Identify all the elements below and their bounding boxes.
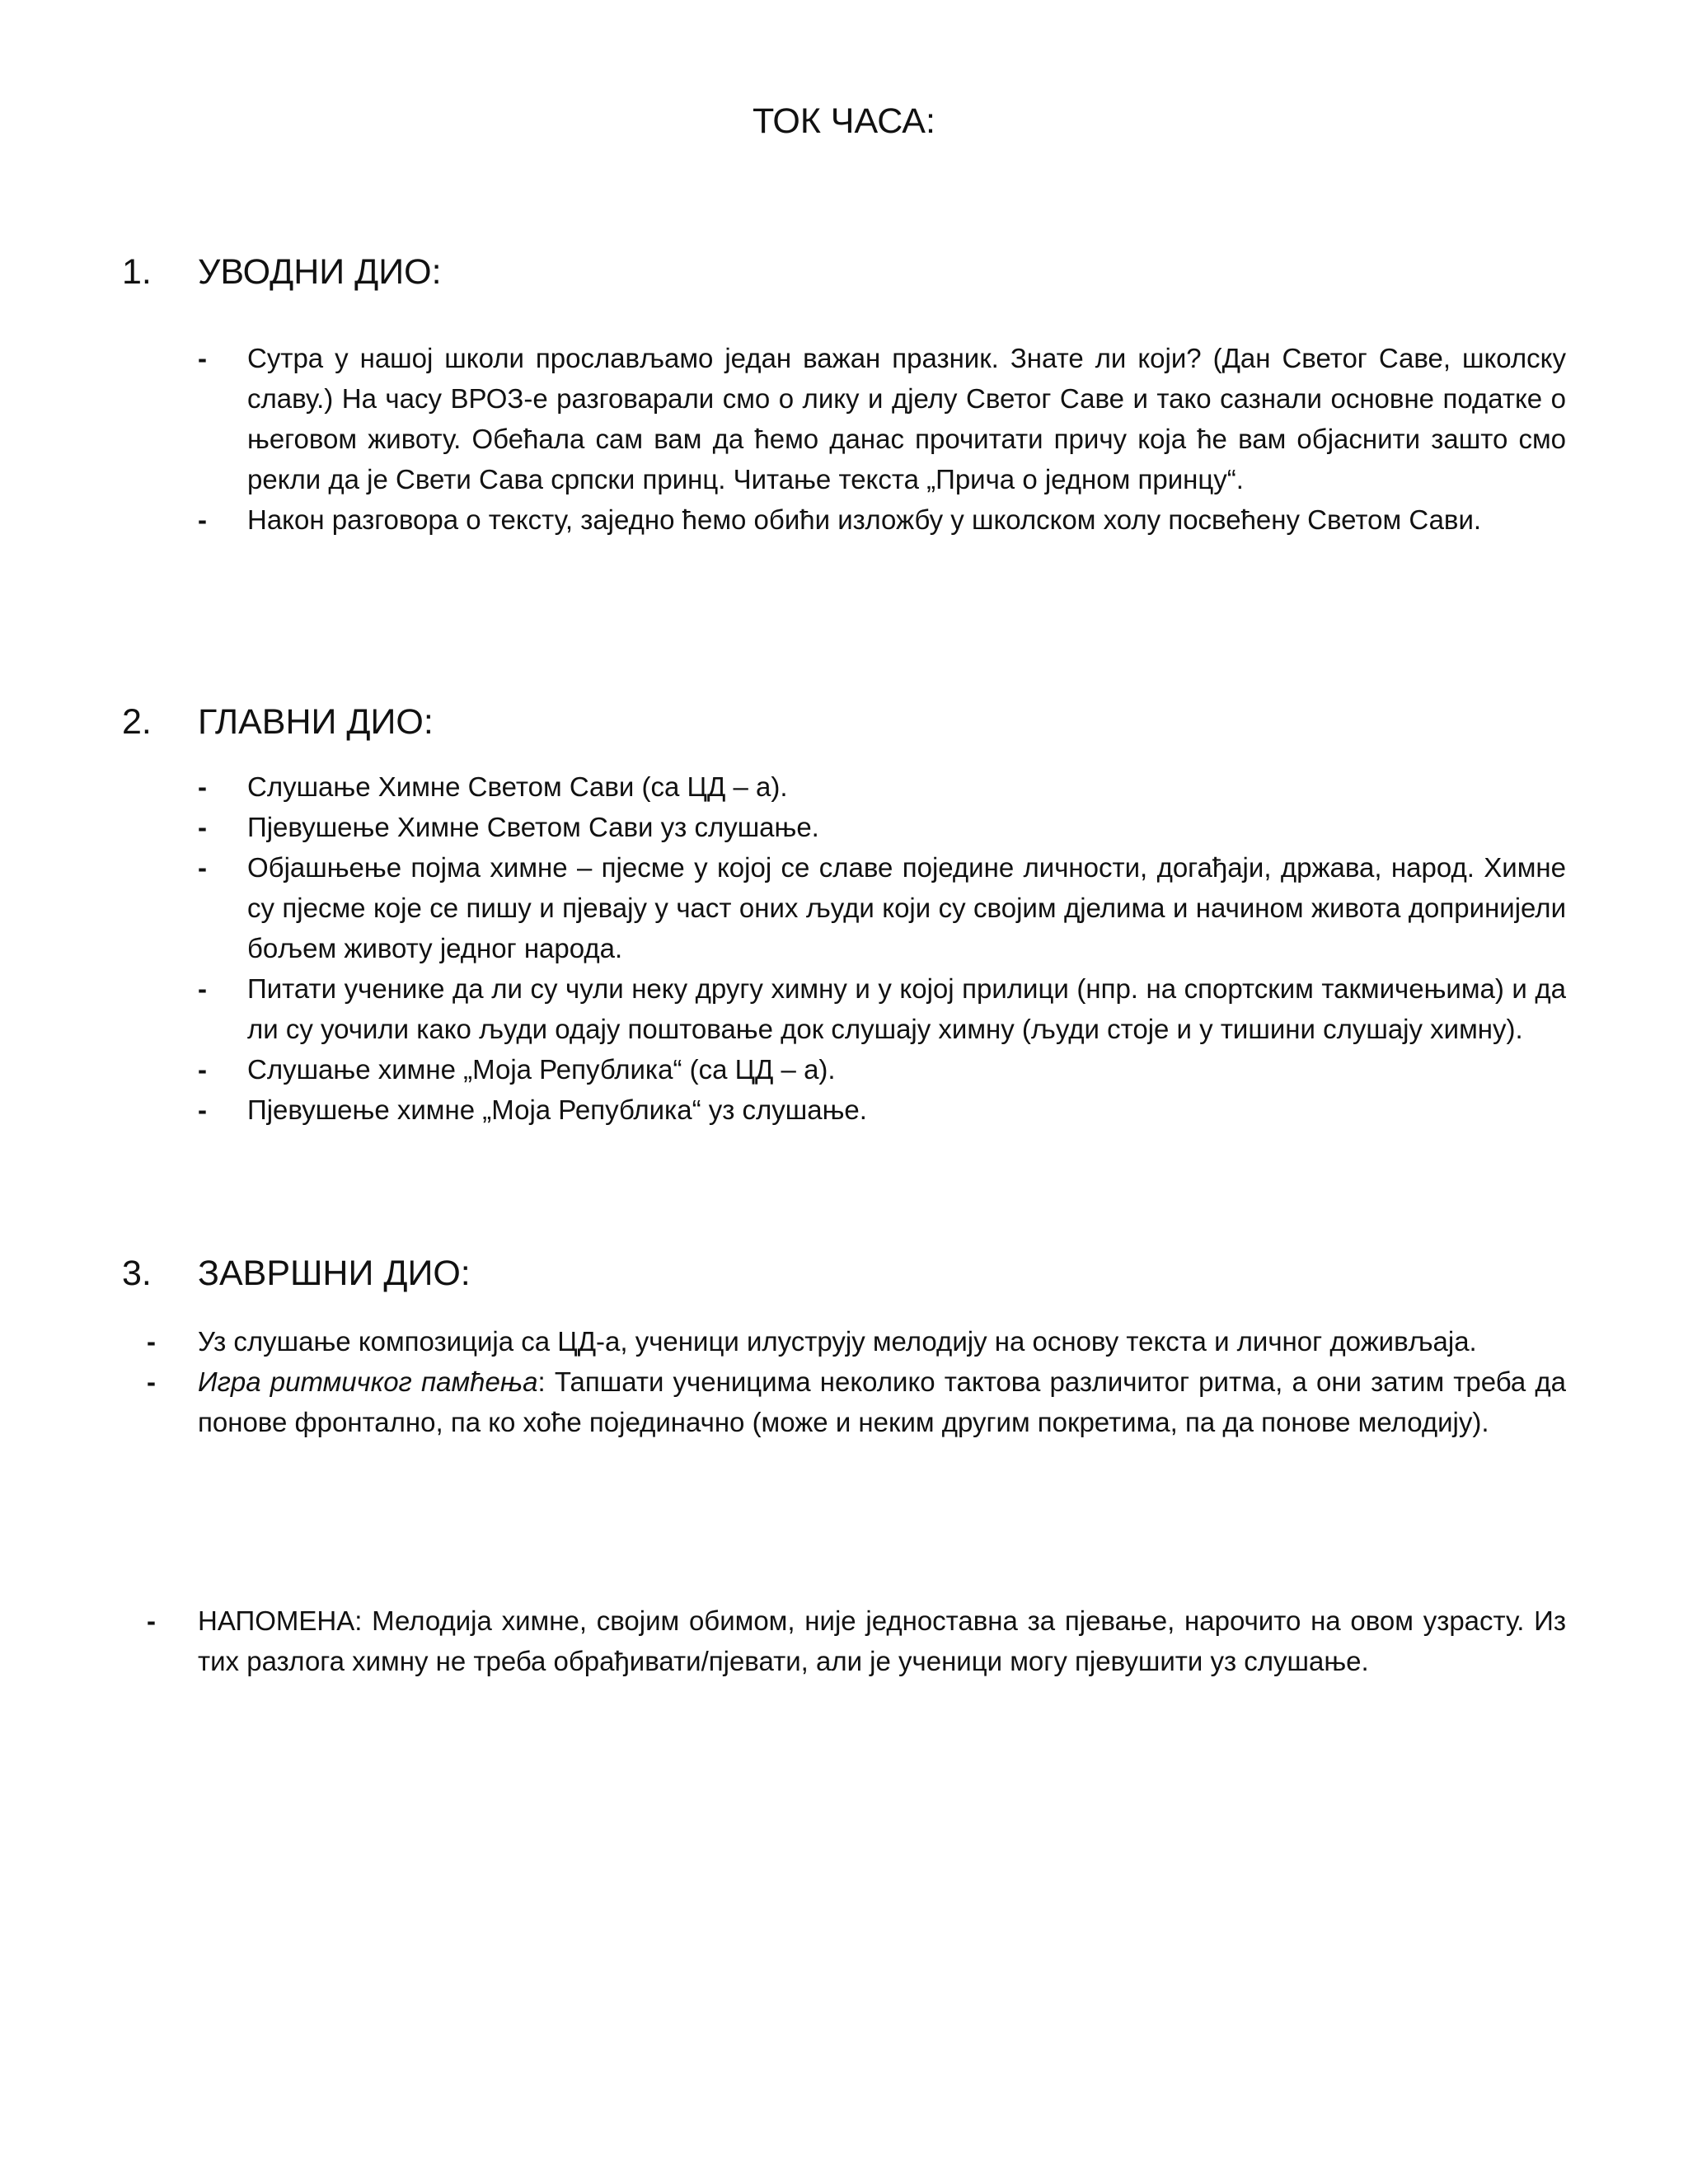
bullet-dash: - — [198, 343, 207, 373]
item-text: Слушање Химне Светом Сави (са ЦД – а). — [247, 771, 788, 802]
section-title: УВОДНИ ДИО: — [198, 252, 442, 292]
list-item — [147, 1361, 1567, 1442]
list-item — [198, 1049, 1566, 1090]
bullet-dash: - — [198, 973, 207, 1004]
list-item — [198, 338, 1566, 499]
bullet-dash: - — [198, 1094, 207, 1125]
note-list — [147, 1601, 1566, 1681]
list-item — [198, 807, 1566, 847]
section-number: 3. — [122, 1254, 152, 1293]
item-text: Објашњење појма химне – пјесме у којој се славе поједине личности, догађаји, држава, народ. Химне су пјесме које се пишу и пјевају у част оних људи који су својим дјелима и начином живота допринијели бољем животу једног народа. — [247, 852, 1566, 963]
page-title: ТОК ЧАСА: — [753, 101, 935, 141]
note-item — [147, 1601, 1566, 1681]
item-text: Сутра у нашој школи прослављамо један важан празник. Знате ли који? (Дан Светог Саве, школску славу.) На часу ВРОЗ-е разговарали смо о лику и дјелу Светог Саве и тако сазнали основне податке о његовом животу. Обећала сам вам да ћемо данас прочитати причу која ће вам објаснити зашто смо рекли да је Свети Сава српски принц. Читање текста „Прича о једном принцу“. — [247, 343, 1566, 494]
section-heading-closing — [122, 1253, 471, 1296]
list-item — [147, 1321, 1566, 1361]
item-text: Пјевушење Химне Светом Сави уз слушање. — [247, 812, 819, 842]
section-title: ЗАВРШНИ ДИО: — [198, 1254, 471, 1293]
section-number: 1. — [122, 252, 152, 292]
main-list — [198, 766, 1566, 1130]
list-item — [198, 766, 1566, 807]
closing-list — [147, 1321, 1567, 1442]
list-item — [198, 968, 1566, 1049]
list-item — [198, 1090, 1566, 1130]
game-label: Игра ритмичког памћења — [198, 1366, 538, 1397]
section-number: 2. — [122, 702, 152, 742]
item-text: Пјевушење химне „Моја Република“ уз слушање. — [247, 1094, 867, 1125]
section-heading-main — [122, 701, 434, 744]
note-text: НАПОМЕНА: Мелодија химне, својим обимом, није једноставна за пјевање, нарочито на овом узрасту. Из тих разлога химну не треба обрађивати/пјевати, али је ученици могу пјевушити уз слушање. — [198, 1605, 1566, 1676]
bullet-dash: - — [198, 771, 207, 802]
bullet-dash: - — [198, 504, 207, 535]
item-text: Након разговора о тексту, заједно ћемо обићи изложбу у школском холу посвећену Светом Сави. — [247, 504, 1482, 535]
item-text: Уз слушање композиција са ЦД-а, ученици илуструју мелодију на основу текста и личног доживљаја. — [198, 1326, 1477, 1357]
bullet-dash: - — [198, 1054, 207, 1085]
list-item — [198, 499, 1566, 540]
item-text: Слушање химне „Моја Република“ (са ЦД – а). — [247, 1054, 836, 1085]
item-text: : Тапшати ученицима неколико тактова различитог ритма, а они затим треба да понове фронтално, па ко хоће појединачно (може и неким другим покретима, па да понове мелодију). — [198, 1366, 1567, 1437]
intro-list — [198, 338, 1566, 540]
section-heading-intro — [122, 251, 442, 294]
bullet-dash: - — [147, 1366, 156, 1397]
item-text: Питати ученике да ли су чули неку другу химну и у којој прилици (нпр. на спортским такмичењима) и да ли су уочили како људи одају поштовање док слушају химну (људи стоје и у тишини слушају химну). — [247, 973, 1566, 1044]
bullet-dash: - — [198, 812, 207, 842]
bullet-dash: - — [198, 852, 207, 883]
bullet-dash: - — [147, 1326, 156, 1357]
bullet-dash: - — [147, 1605, 156, 1636]
list-item — [198, 847, 1566, 968]
section-title: ГЛАВНИ ДИО: — [198, 702, 434, 742]
